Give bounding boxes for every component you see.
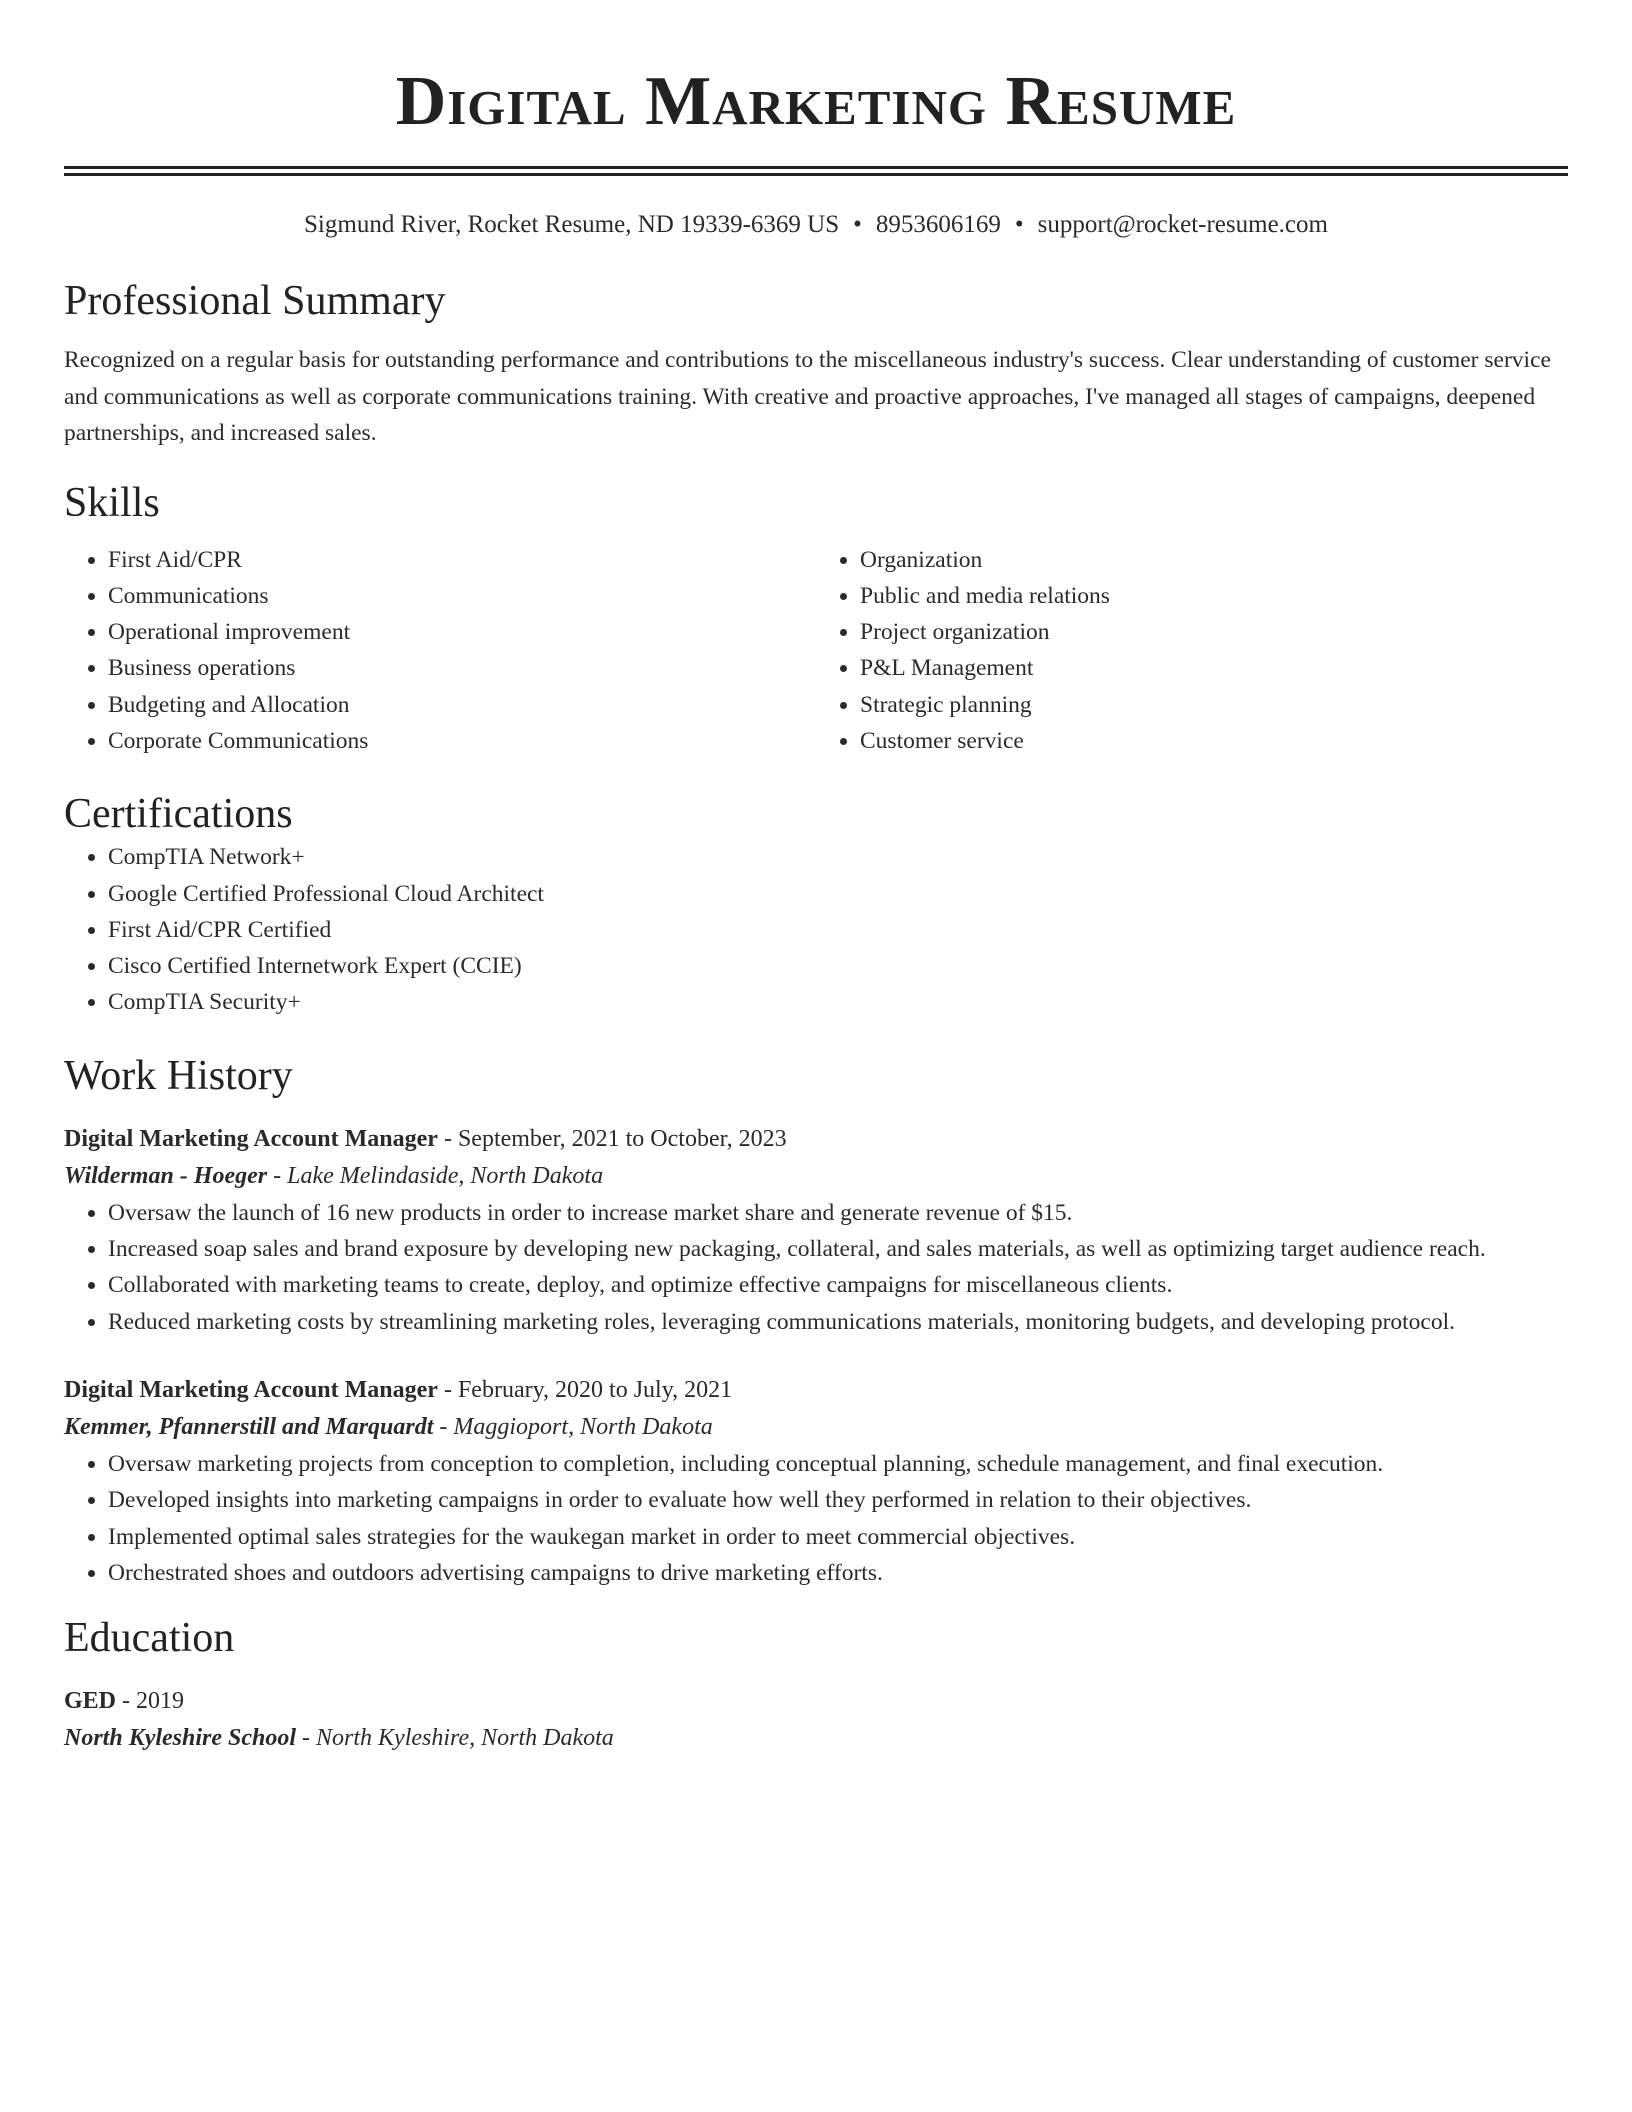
summary-text: Recognized on a regular basis for outstanding performance and contributions to the miscellaneous industry's success. Clear understanding of customer service and communications as well as corporate communications training. With creative and proactive approaches, I've managed all stages of campaigns, deepened partnerships, and increased sales. xyxy=(64,347,1551,446)
contact-separator: • xyxy=(1014,211,1024,238)
job-duty: • Oversaw the launch of 16 new products in order to increase market share and generate revenue of $15. xyxy=(108,1195,1568,1231)
certifications-list xyxy=(64,839,1568,1020)
certification-item: • Cisco Certified Internetwork Expert (CCIE) xyxy=(108,948,1568,984)
job-location: - Maggioport, North Dakota xyxy=(439,1413,713,1440)
job-title: Digital Marketing Account Manager xyxy=(64,1125,438,1152)
skill-item: • Communications xyxy=(108,578,816,614)
job-title: Digital Marketing Account Manager xyxy=(64,1376,438,1403)
skill-item: • Project organization xyxy=(860,614,1568,650)
job-dates: - September, 2021 to October, 2023 xyxy=(443,1125,787,1152)
resume-title: Digital Marketing Resume xyxy=(395,63,1237,140)
skill-item: • Customer service xyxy=(860,723,1568,759)
job-duty: • Implemented optimal sales strategies for the waukegan market in order to meet commercial objectives. xyxy=(108,1519,1568,1555)
section-heading-certifications: Certifications xyxy=(64,791,293,838)
education-school-line xyxy=(64,1719,1568,1757)
job-entry xyxy=(64,1121,1568,1340)
title-divider xyxy=(64,166,1568,176)
skill-item: • Strategic planning xyxy=(860,687,1568,723)
certification-item: • CompTIA Security+ xyxy=(108,984,1568,1020)
job-company: Kemmer, Pfannerstill and Marquardt xyxy=(64,1413,434,1440)
skills-column-left xyxy=(64,542,816,760)
section-heading-education: Education xyxy=(64,1615,235,1662)
contact-address: Sigmund River, Rocket Resume, ND 19339-6369 US xyxy=(304,211,840,238)
skill-item: • Operational improvement xyxy=(108,614,816,650)
contact-phone: 8953606169 xyxy=(875,211,1001,238)
education-header xyxy=(64,1683,1568,1719)
section-heading-work-history: Work History xyxy=(64,1052,293,1099)
job-dates: - February, 2020 to July, 2021 xyxy=(443,1376,733,1403)
job-duty: • Reduced marketing costs by streamlining marketing roles, leveraging communications materials, monitoring budgets, and developing protocol. xyxy=(108,1304,1568,1340)
job-entry xyxy=(64,1372,1568,1591)
contact-separator: • xyxy=(853,211,862,238)
skills-list xyxy=(64,542,1568,760)
skill-item: • Organization xyxy=(860,542,1568,578)
skill-item: • First Aid/CPR xyxy=(108,542,816,578)
job-duties-list xyxy=(64,1195,1568,1340)
skill-item: • Corporate Communications xyxy=(108,723,816,759)
skills-column-right xyxy=(816,542,1568,760)
job-duties-list xyxy=(64,1446,1568,1591)
skill-item: • P&L Management xyxy=(860,650,1568,686)
skill-item: • Budgeting and Allocation xyxy=(108,687,816,723)
job-duty: • Orchestrated shoes and outdoors advertising campaigns to drive marketing efforts. xyxy=(108,1555,1568,1591)
education-entry xyxy=(64,1683,1568,1757)
education-school: North Kyleshire School xyxy=(64,1725,297,1752)
education-degree: GED xyxy=(64,1688,117,1715)
job-company-line xyxy=(64,1157,1568,1195)
job-duty: • Developed insights into marketing campaigns in order to evaluate how well they performed in relation to their objectives. xyxy=(108,1482,1568,1518)
section-heading-skills: Skills xyxy=(64,479,160,526)
skill-item: • Public and media relations xyxy=(860,578,1568,614)
section-heading-summary: Professional Summary xyxy=(64,278,446,324)
certification-item: • Google Certified Professional Cloud Architect xyxy=(108,876,1568,912)
job-duty: • Oversaw marketing projects from conception to completion, including conceptual planning, schedule management, and final execution. xyxy=(108,1446,1568,1482)
job-header xyxy=(64,1121,1568,1157)
certification-item: • First Aid/CPR Certified xyxy=(108,912,1568,948)
job-duty: • Increased soap sales and brand exposure by developing new packaging, collateral, and sales materials, as well as optimizing target audience reach. xyxy=(108,1231,1568,1267)
contact-email: support@rocket-resume.com xyxy=(1037,211,1328,238)
contact-line xyxy=(64,208,1568,242)
job-header xyxy=(64,1372,1568,1408)
job-company-line xyxy=(64,1408,1568,1446)
job-duty: • Collaborated with marketing teams to create, deploy, and optimize effective campaigns for miscellaneous clients. xyxy=(108,1267,1568,1303)
skill-item: • Business operations xyxy=(108,650,816,686)
job-company: Wilderman - Hoeger xyxy=(64,1162,268,1189)
certification-item: • CompTIA Network+ xyxy=(108,839,1568,875)
education-location: - North Kyleshire, North Dakota xyxy=(302,1725,614,1752)
education-year: - 2019 xyxy=(122,1688,185,1715)
job-location: - Lake Melindaside, North Dakota xyxy=(273,1162,604,1189)
